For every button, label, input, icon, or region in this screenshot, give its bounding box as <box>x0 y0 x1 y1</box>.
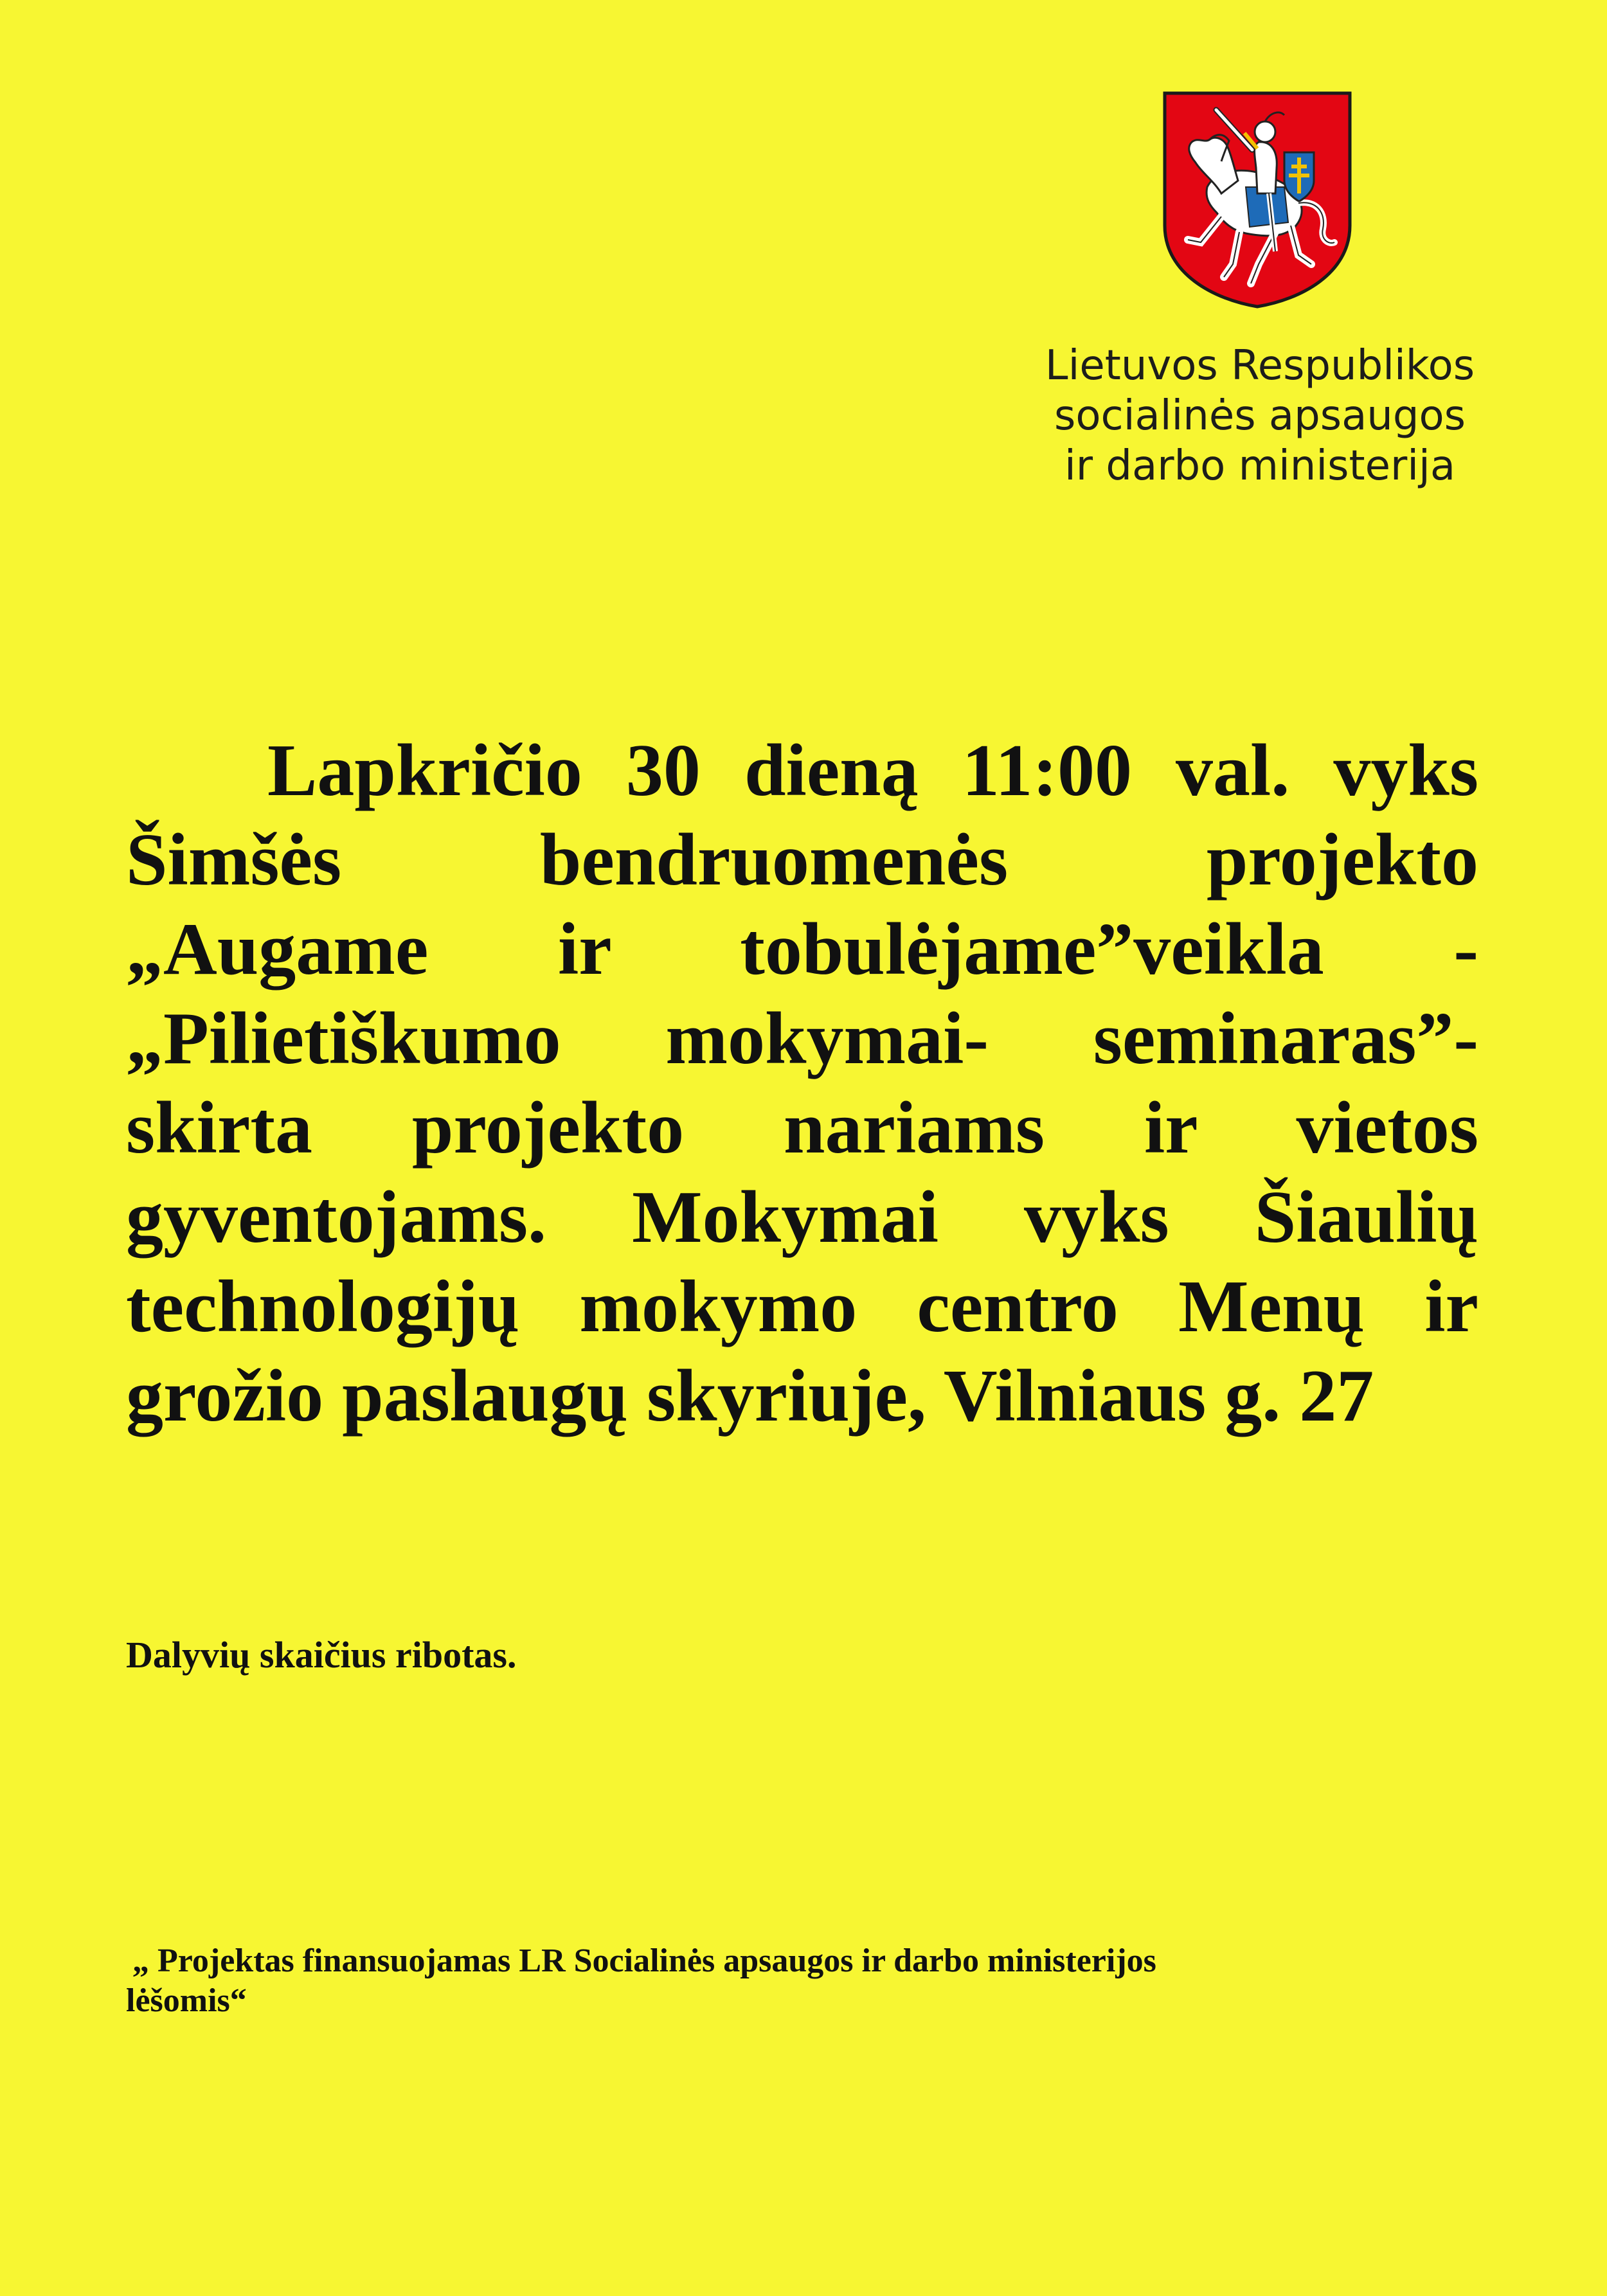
ministry-line: socialinės apsaugos <box>1054 392 1466 440</box>
announcement-line: skirta projekto nariams ir vietos <box>126 1087 1478 1169</box>
announcement-line: Šimšės bendruomenės projekto <box>126 819 1478 901</box>
announcement-line: technologijų mokymo centro Menų ir <box>126 1266 1478 1348</box>
funding-note <box>126 1941 1478 2021</box>
announcement-line: „Augame ir tobulėjame”veikla - <box>126 908 1478 991</box>
ministry-name <box>1003 341 1517 491</box>
announcement-line: grožio paslaugų skyriuje, Vilniaus g. 27 <box>126 1355 1374 1437</box>
announcement-line: „Pilietiškumo mokymai- seminaras”- <box>126 998 1478 1080</box>
ministry-line: Lietuvos Respublikos <box>1045 342 1475 390</box>
ministry-line: ir darbo ministerija <box>1064 442 1456 490</box>
event-announcement <box>126 726 1478 1441</box>
participants-limited-note: Dalyvių skaičius ribotas. <box>126 1634 517 1676</box>
funding-line: „ Projektas finansuojamas LR Socialinės apsaugos ir darbo ministerijos <box>132 1942 1156 1979</box>
funding-line: lėšomis“ <box>126 1982 247 2019</box>
announcement-line: Lapkričio 30 dieną 11:00 val. vyks <box>267 730 1478 812</box>
lithuania-coat-of-arms-icon <box>1162 91 1352 309</box>
announcement-line: gyventojams. Mokymai vyks Šiaulių <box>126 1176 1478 1259</box>
